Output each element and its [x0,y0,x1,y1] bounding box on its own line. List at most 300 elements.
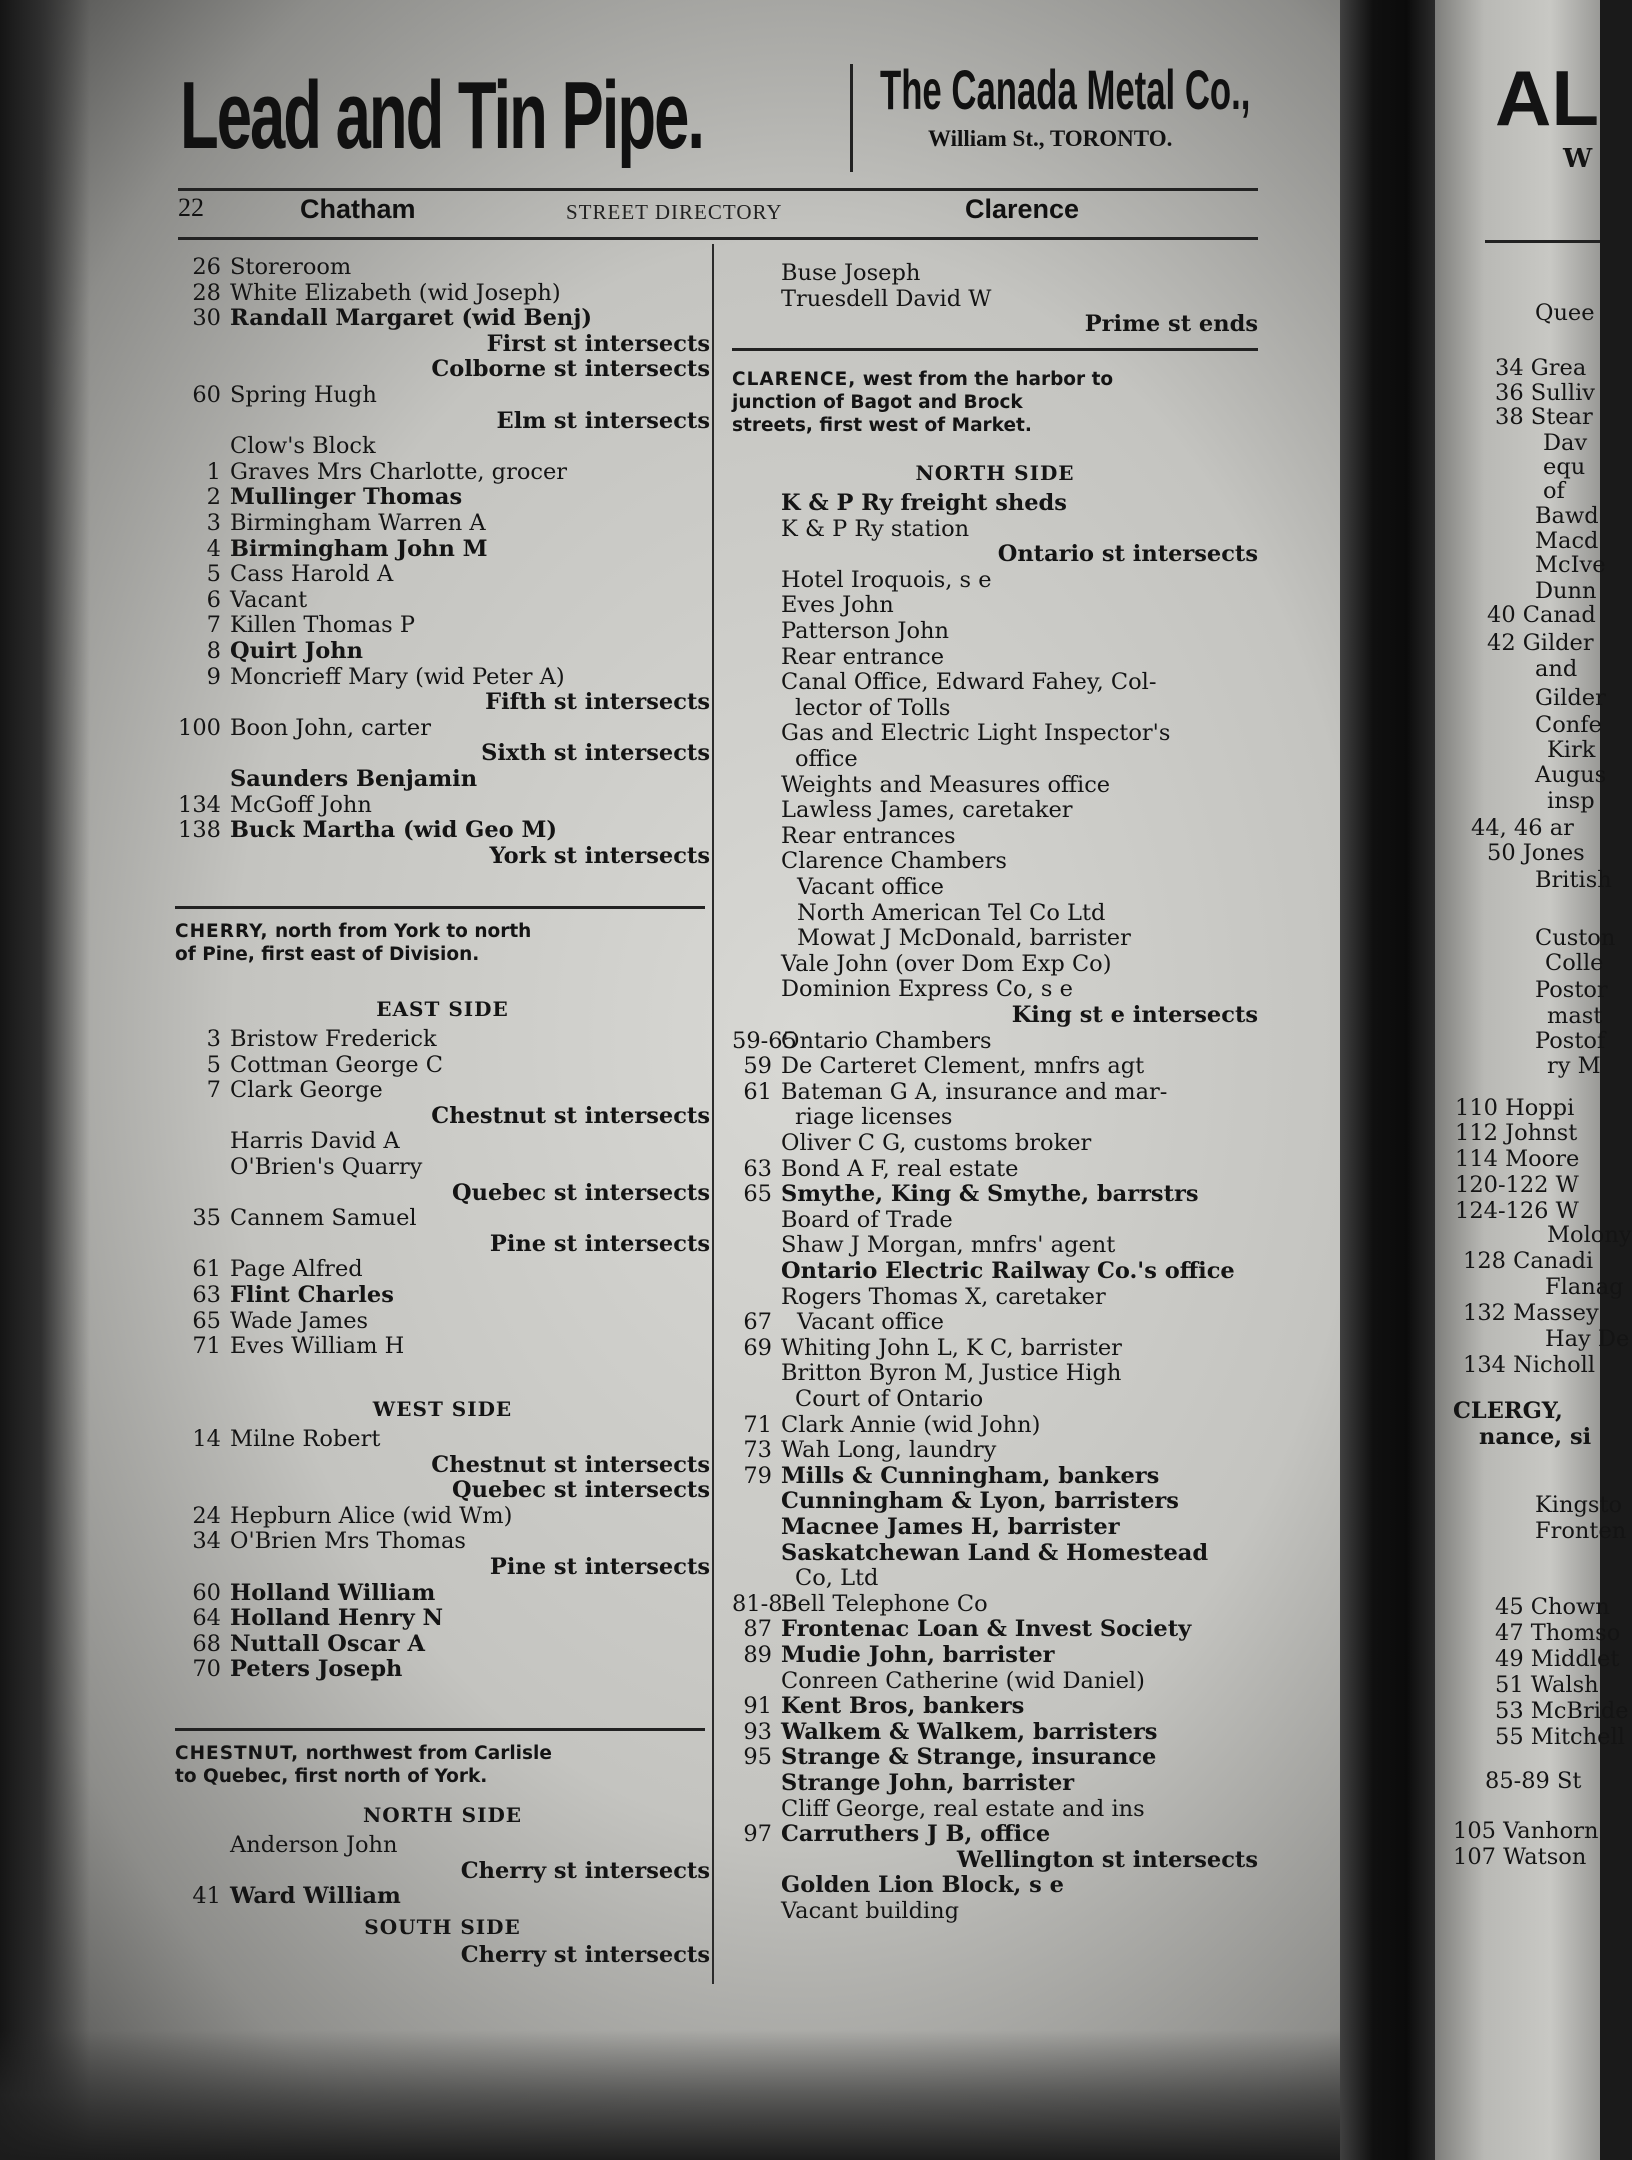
page-number: 22 [178,193,204,222]
directory-entry [175,382,377,408]
next-page-line: equ [1543,454,1586,480]
house-number: 7 [206,1077,221,1104]
directory-entry [732,797,1073,823]
house-number: 7 [206,612,221,639]
house-number: 71 [743,1411,772,1438]
next-page-line: Hay De [1545,1326,1630,1352]
intersection-note: Ontario st intersects [997,541,1258,568]
next-page-line: of [1543,478,1565,504]
clarence-north-side-label: NORTH SIDE [915,461,1075,485]
intersection-note: Cherry st intersects [460,1942,710,1968]
directory-entry [175,561,393,587]
next-page-line: Colle [1545,950,1604,976]
entry-name: Board of Trade [781,1206,953,1233]
next-page-line: Custon [1535,925,1616,951]
entry-name: Holland Henry N [230,1605,444,1632]
next-page-line: Dav [1543,430,1588,456]
directory-entry [175,766,477,792]
next-page-rule [1485,240,1600,243]
directory-entry [175,792,372,818]
directory-entry [175,1026,437,1052]
entry-name: Court of Ontario [795,1386,984,1412]
house-number: 9 [206,663,221,690]
entry-name: Holland William [230,1579,436,1606]
directory-entry [732,644,944,670]
intersection-note: York st intersects [489,842,710,869]
directory-entry [732,592,894,618]
entry-name: Shaw J Morgan, mnfrs' agent [781,1232,1116,1259]
next-page-line: Postof [1535,1028,1606,1054]
entry-name: Smythe, King & Smythe, barrstrs [781,1181,1199,1208]
directory-entry [732,1488,1179,1514]
next-page-line: 38 Stear [1495,404,1593,430]
entry-name: Carruthers J B, office [781,1821,1051,1848]
entry-name: Milne Robert [230,1426,381,1452]
entry-name: lector of Tolls [795,694,951,721]
directory-entry [175,459,567,485]
house-number: 59-65 [732,1027,797,1054]
entry-name: Bateman G A, insurance and mar- [781,1078,1168,1105]
next-page-line: 55 Mitchell [1495,1724,1625,1750]
section-rule [175,906,705,909]
intersection-note: Wellington st intersects [956,1846,1258,1873]
intersection-note: Fifth st intersects [485,689,710,716]
intersection-note: First st intersects [486,330,710,357]
entry-name: office [795,746,858,772]
house-number: 67 [743,1309,772,1336]
next-page-line: 107 Watson [1453,1844,1587,1870]
entry-name: Mullinger Thomas [230,484,463,511]
next-page-line: 36 Sulliv [1495,380,1595,406]
entry-name: Vacant [230,586,308,613]
directory-entry [732,1898,959,1924]
directory-entry [732,490,1067,516]
directory-entry [732,516,969,542]
intersection-note: Elm st intersects [496,407,710,434]
chestnut-heading: CHESTNUT, northwest from Carlisle [175,1743,552,1764]
entry-name: Vale John (over Dom Exp Co) [781,950,1112,977]
entry-name: Clark George [230,1077,383,1104]
house-number: 3 [206,510,221,536]
entry-name: Moncrieff Mary (wid Peter A) [230,663,565,690]
entry-name: Truesdell David W [781,285,992,312]
entry-name: Kent Bros, bankers [781,1693,1025,1720]
entry-name: Clow's Block [230,433,376,460]
directory-entry [175,1333,404,1359]
house-number: 63 [743,1155,772,1182]
next-page-line: 44, 46 ar [1471,815,1574,841]
entry-name: Rogers Thomas X, caretaker [781,1283,1106,1310]
entry-name: Peters Joseph [230,1656,403,1683]
house-number: 65 [743,1181,772,1208]
header-divider [850,64,853,172]
next-page-line: 85-89 St [1485,1768,1582,1794]
directory-entry [732,823,956,849]
next-page-line: Bawd [1535,503,1599,529]
next-page-line: Fronten [1535,1518,1627,1544]
next-page-line: Confe [1535,712,1602,738]
book-gutter [1340,0,1435,2160]
house-number: 41 [192,1883,221,1910]
house-number: 91 [743,1693,772,1720]
entry-name: Ward William [230,1883,401,1910]
chestnut-south-side-label: SOUTH SIDE [364,1915,521,1939]
entry-name: Saskatchewan Land & Homestead [781,1539,1209,1566]
section-rule [175,1728,705,1731]
directory-entry [175,305,592,331]
entry-name: Spring Hugh [230,382,377,408]
house-number: 28 [192,279,221,306]
entry-name: Anderson John [230,1832,398,1858]
directory-entry [732,1053,1144,1079]
entry-name: Frontenac Loan & Invest Society [781,1616,1192,1643]
next-page-line: 112 Johnst [1455,1120,1578,1146]
entry-name: Mills & Cunningham, bankers [781,1462,1160,1489]
entry-name: Cliff George, real estate and ins [781,1795,1145,1822]
house-number: 93 [743,1718,772,1745]
house-number: 73 [743,1437,772,1464]
directory-entry [732,1463,1159,1489]
next-page-line: Gilder [1535,685,1606,711]
house-number: 6 [206,586,221,613]
directory-entry [175,510,486,536]
house-number: 69 [743,1334,772,1361]
column-divider [712,244,714,1984]
next-page-line: Molony [1547,1222,1632,1248]
entry-name: Bristow Frederick [230,1026,437,1052]
entry-name: Buse Joseph [781,260,921,286]
directory-entry [732,1693,1024,1719]
entry-name: K & P Ry station [781,515,970,542]
entry-name: Britton Byron M, Justice High [781,1360,1122,1387]
intersection-note: Chestnut st intersects [431,1102,710,1129]
directory-entry [732,1540,1208,1566]
directory-entry [732,1386,983,1412]
entry-name: Macnee James H, barrister [781,1514,1120,1540]
running-head-rule [178,237,1258,240]
directory-entry [175,1256,363,1282]
next-page-line: Kingsto [1535,1492,1623,1518]
directory-entry [175,1426,380,1452]
house-number: 97 [743,1821,772,1848]
directory-entry [732,1514,1120,1540]
directory-entry [732,1360,1121,1386]
house-number: 59 [743,1053,772,1080]
next-page-line: 50 Jones [1487,840,1585,866]
house-number: 60 [192,382,221,408]
next-page-line: British [1535,867,1612,893]
house-number: 79 [743,1462,772,1489]
directory-entry [732,900,1105,926]
directory-entry [732,1412,1040,1438]
directory-entry [732,1258,1235,1284]
next-page-line: and [1535,656,1578,682]
entry-name: K & P Ry freight sheds [781,490,1067,516]
clarence-heading: CLARENCE, west from the harbor to [732,369,1114,390]
intersection-note: Quebec st intersects [452,1477,710,1504]
header-rule [178,188,1258,191]
entry-name: Saunders Benjamin [230,766,478,792]
directory-entry [732,1591,988,1617]
entry-name: Boon John, carter [230,714,432,741]
next-page-line: McIve [1535,552,1606,578]
entry-name: Cass Harold A [230,561,394,588]
directory-entry [175,1308,368,1334]
directory-entry [175,1883,401,1909]
directory-entry [732,286,991,312]
running-head-right: Clarence [965,194,1080,224]
directory-entry [732,1232,1115,1258]
entry-name: Killen Thomas P [230,612,415,639]
next-page-line: Dunn [1535,578,1597,604]
entry-name: Bell Telephone Co [781,1590,988,1617]
directory-entry [732,1796,1145,1822]
directory-entry [175,1656,402,1682]
directory-entry [175,280,561,306]
entry-name: Vacant building [781,1898,960,1924]
entry-name: Lawless James, caretaker [781,797,1073,824]
intersection-note: Cherry st intersects [460,1857,710,1884]
next-page-line: insp [1547,788,1595,814]
clarence-heading-cont: junction of Bagot and Brock [732,392,1023,413]
directory-entry [175,1154,422,1180]
next-page-line: Augus [1535,762,1607,788]
directory-entry [175,1832,398,1858]
directory-entry [732,1642,1055,1668]
house-number: 26 [192,254,221,280]
directory-entry [175,715,431,741]
directory-entry [732,260,920,286]
directory-entry [732,1104,952,1130]
chestnut-north-side-label: NORTH SIDE [362,1803,523,1827]
house-number: 134 [178,791,221,818]
house-number: 30 [192,305,221,332]
house-number: 138 [178,817,221,844]
intersection-note: King st e intersects [1011,1002,1258,1028]
intersection-note: Quebec st intersects [452,1179,710,1206]
entry-name: Mudie John, barrister [781,1642,1055,1668]
directory-entry [732,951,1112,977]
directory-entry [175,664,565,690]
directory-entry [732,746,858,772]
directory-entry [175,1205,417,1231]
advert-company: The Canada Metal Co., [880,58,1251,121]
directory-entry [175,433,376,459]
house-number: 70 [192,1656,221,1683]
house-number: 60 [192,1579,221,1606]
directory-entry [732,1130,1091,1156]
house-number: 8 [206,638,221,664]
entry-name: Birmingham Warren A [230,510,486,536]
entry-name: Cannem Samuel [230,1205,417,1232]
next-page-line: 34 Grea [1495,355,1587,381]
next-page-line: mast [1547,1003,1603,1029]
directory-entry [732,1616,1191,1642]
directory-entry [732,1079,1167,1105]
directory-entry [732,772,1110,798]
entry-name: Patterson John [781,618,949,644]
house-number: 5 [206,561,221,588]
next-page-line: Flanag [1545,1274,1624,1300]
entry-name: Birmingham John M [230,535,488,562]
house-number: 65 [192,1307,221,1334]
entry-name: Cottman George C [230,1051,443,1078]
entry-name: Buck Martha (wid Geo M) [230,817,558,844]
directory-entry [175,1605,443,1631]
next-page-header: AL [1495,54,1599,142]
entry-name: Conreen Catherine (wid Daniel) [781,1667,1145,1694]
house-number: 100 [178,714,221,741]
next-page-line: Postor [1535,977,1608,1003]
entry-name: De Carteret Clement, mnfrs agt [781,1053,1145,1080]
entry-name: Hotel Iroquois, s e [781,566,992,593]
directory-entry [732,1565,878,1591]
chestnut-heading-cont: to Quebec, first north of York. [175,1766,488,1787]
house-number: 24 [192,1502,221,1529]
right-column [732,260,1258,1990]
house-number: 1 [206,458,221,485]
entry-name: Flint Charles [230,1282,394,1308]
entry-name: O'Brien Mrs Thomas [230,1528,466,1555]
next-page-line: 49 Middlet [1495,1646,1620,1672]
next-page-line: 53 McBride [1495,1698,1629,1724]
entry-name: Co, Ltd [795,1565,879,1592]
entry-name: Oliver C G, customs broker [781,1130,1092,1156]
house-number: 14 [192,1426,221,1452]
house-number: 35 [192,1205,221,1232]
intersection-note: Pine st intersects [489,1230,710,1257]
house-number: 63 [192,1282,221,1308]
directory-entry [175,484,462,510]
entry-name: Clarence Chambers [781,848,1007,875]
next-page-line: 132 Massey [1463,1300,1599,1326]
next-page-line: 114 Moore [1455,1146,1580,1172]
directory-entry [732,1770,1074,1796]
directory-entry [175,1282,394,1308]
entry-name: riage licenses [795,1104,953,1131]
entry-name: White Elizabeth (wid Joseph) [230,279,561,306]
directory-entry [732,925,1131,951]
advert-address: William St., TORONTO. [928,126,1173,151]
entry-name: Strange & Strange, insurance [781,1744,1157,1771]
next-page-line: 47 Thomso [1495,1620,1621,1646]
directory-entry [732,720,1170,746]
entry-name: Ontario Electric Railway Co.'s office [781,1258,1235,1284]
left-column [175,254,710,1984]
entry-name: Page Alfred [230,1256,363,1283]
directory-entry [175,638,363,664]
entry-name: Randall Margaret (wid Benj) [230,305,593,332]
entry-name: Cunningham & Lyon, barristers [781,1488,1179,1515]
directory-entry [732,1437,996,1463]
entry-name: Eves William H [230,1333,405,1360]
entry-name: O'Brien's Quarry [230,1154,423,1180]
next-page-line: 45 Chown [1495,1594,1610,1620]
directory-entry [175,1077,383,1103]
next-page-line: 42 Gilder [1487,630,1594,656]
directory-entry [732,1821,1050,1847]
entry-name: Dominion Express Co, s e [781,976,1073,1003]
house-number: 3 [206,1026,221,1052]
entry-name: Canal Office, Edward Fahey, Col- [781,669,1157,696]
next-page-line: 128 Canadi [1463,1248,1594,1274]
directory-entry [175,612,415,638]
running-head-center: STREET DIRECTORY [566,200,783,224]
directory-entry [175,1052,443,1078]
intersection-note: Pine st intersects [489,1554,710,1580]
entry-name: Weights and Measures office [781,771,1111,798]
directory-entry [175,536,488,562]
running-head-left: Chatham [300,194,416,224]
directory-entry [732,1156,1018,1182]
entry-name: Nuttall Oscar A [230,1630,425,1657]
entry-name: Graves Mrs Charlotte, grocer [230,458,568,485]
directory-entry [732,1668,1145,1694]
house-number: 61 [192,1256,221,1283]
directory-entry [732,1028,992,1054]
directory-entry [732,1181,1199,1207]
next-page-line: 105 Vanhorn [1453,1818,1599,1844]
entry-name: Rear entrances [781,822,956,849]
house-number: 81-83 [732,1590,797,1617]
intersection-note: Colborne st intersects [431,356,710,383]
entry-name: McGoff John [230,791,372,818]
entry-name: Bond A F, real estate [781,1155,1019,1182]
directory-entry [732,976,1073,1002]
house-number: 34 [192,1528,221,1555]
entry-name: Quirt John [230,638,363,664]
cherry-heading: CHERRY, north from York to north [175,921,532,942]
directory-entry [175,254,351,280]
entry-name: North American Tel Co Ltd [797,899,1106,926]
directory-entry [732,848,1007,874]
entry-name: Mowat J McDonald, barrister [797,925,1131,952]
entry-name: Whiting John L, K C, barrister [781,1334,1122,1361]
house-number: 4 [206,535,221,562]
house-number: 2 [206,484,221,511]
directory-entry [175,1528,466,1554]
directory-entry [175,1503,512,1529]
entry-name: Eves John [781,592,894,619]
directory-entry [732,874,944,900]
house-number: 87 [743,1616,772,1643]
entry-name: Clark Annie (wid John) [781,1411,1041,1438]
directory-entry [732,1284,1106,1310]
next-page-line: CLERGY, [1453,1398,1563,1424]
house-number: 95 [743,1744,772,1771]
entry-name: Harris David A [230,1128,400,1155]
directory-entry [732,1335,1122,1361]
entry-name: Wah Long, laundry [781,1437,997,1464]
directory-entry [732,1744,1156,1770]
clarence-heading-cont2: streets, first west of Market. [732,415,1032,436]
directory-entry [732,695,950,721]
entry-name: Wade James [230,1307,369,1334]
next-page-line: 51 Walsh [1495,1672,1599,1698]
intersection-note: Prime st ends [1084,311,1258,338]
directory-entry [175,587,307,613]
directory-entry [175,1580,435,1606]
house-number: 68 [192,1630,221,1657]
next-page-line: Kirk [1547,737,1596,763]
entry-name: Vacant office [797,874,944,900]
entry-name: Golden Lion Block, s e [781,1872,1064,1899]
entry-name: Strange John, barrister [781,1770,1075,1796]
next-page-header-sub: W [1563,144,1593,174]
house-number: 89 [743,1642,772,1668]
next-page-line: 124-126 W [1455,1198,1579,1224]
house-number: 64 [192,1605,221,1632]
